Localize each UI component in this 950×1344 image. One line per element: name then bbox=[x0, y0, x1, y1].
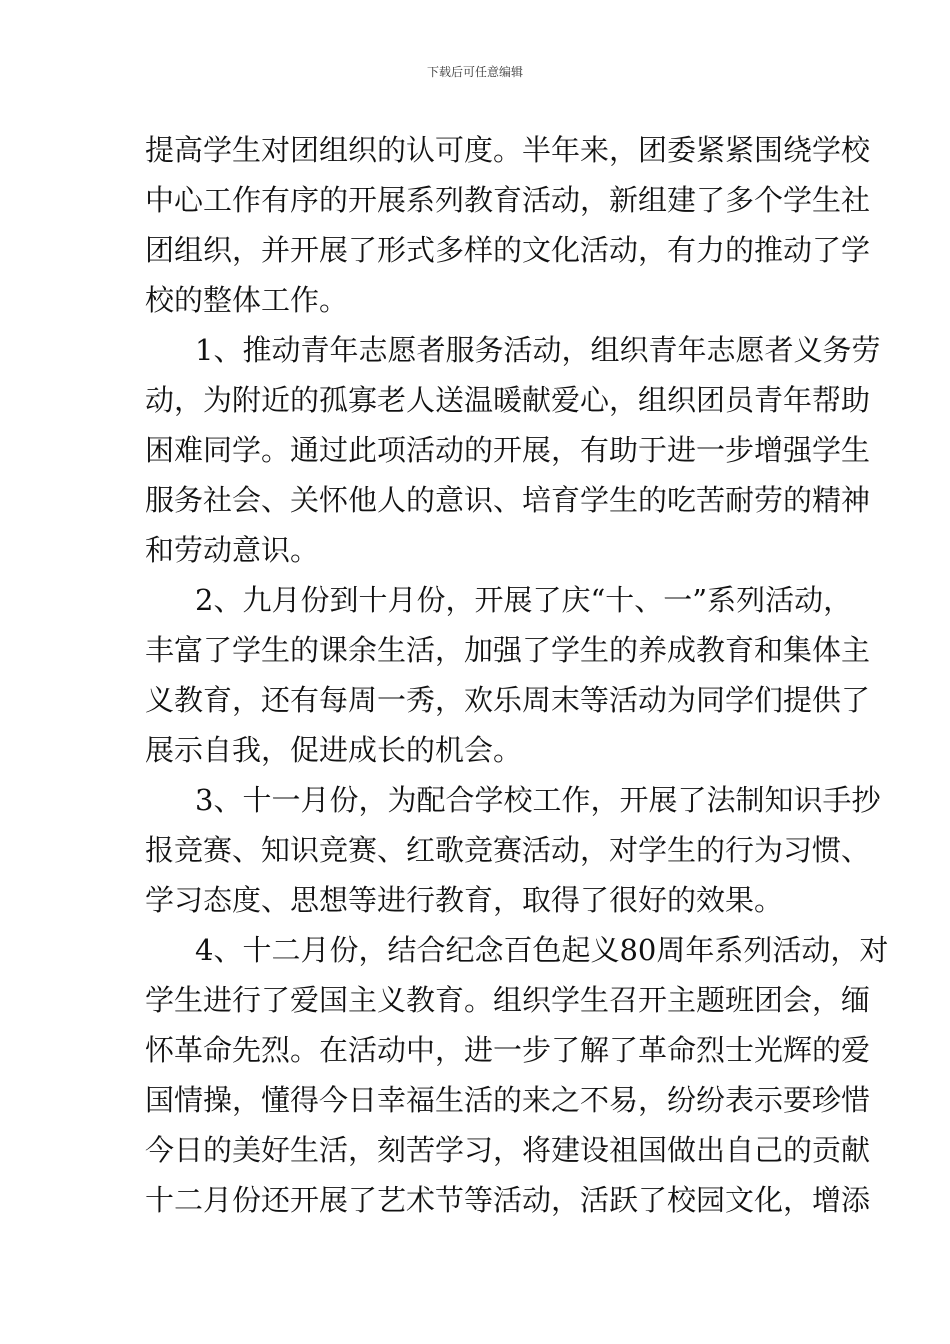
text-line: 校的整体工作。 bbox=[145, 283, 349, 317]
text-line: 今日的美好生活，刻苦学习，将建设祖国做出自己的贡献 bbox=[145, 1133, 871, 1167]
text-line: 怀革命先烈。在活动中，进一步了解了革命烈士光辉的爱 bbox=[145, 1033, 871, 1067]
text-line: 困难同学。通过此项活动的开展，有助于进一步增强学生 bbox=[145, 433, 871, 467]
page-header: 下载后可任意编辑 bbox=[426, 65, 523, 79]
text-line: 丰富了学生的课余生活，加强了学生的养成教育和集体主 bbox=[145, 633, 871, 667]
text-line: 团组织，并开展了形式多样的文化活动，有力的推动了学 bbox=[145, 233, 871, 267]
text-line: 报竞赛、知识竞赛、红歌竞赛活动，对学生的行为习惯、 bbox=[145, 833, 871, 867]
paragraph-first-line: 2、九月份到十月份，开展了庆“十、一”系列活动， bbox=[195, 583, 853, 617]
text-line: 动，为附近的孤寡老人送温暖献爱心，组织团员青年帮助 bbox=[145, 383, 871, 417]
text-line: 学生进行了爱国主义教育。组织学生召开主题班团会，缅 bbox=[145, 983, 871, 1017]
text-line: 十二月份还开展了艺术节等活动，活跃了校园文化，增添 bbox=[145, 1183, 871, 1217]
paragraph-first-line: 3、十一月份，为配合学校工作，开展了法制知识手抄 bbox=[195, 783, 881, 817]
text-line: 服务社会、关怀他人的意识、培育学生的吃苦耐劳的精神 bbox=[145, 483, 871, 517]
text-line: 和劳动意识。 bbox=[145, 533, 320, 567]
text-line: 展示自我，促进成长的机会。 bbox=[145, 733, 523, 767]
paragraph-first-line: 1、推动青年志愿者服务活动，组织青年志愿者义务劳 bbox=[195, 333, 881, 367]
text-line: 国情操，懂得今日幸福生活的来之不易，纷纷表示要珍惜 bbox=[145, 1083, 871, 1117]
text-line: 提高学生对团组织的认可度。半年来，团委紧紧围绕学校 bbox=[145, 133, 871, 167]
text-line: 学习态度、思想等进行教育，取得了很好的效果。 bbox=[145, 883, 784, 917]
text-line: 义教育，还有每周一秀，欢乐周末等活动为同学们提供了 bbox=[145, 683, 871, 717]
paragraph-first-line: 4、十二月份，结合纪念百色起义80周年系列活动，对 bbox=[195, 933, 889, 967]
text-line: 中心工作有序的开展系列教育活动，新组建了多个学生社 bbox=[145, 183, 871, 217]
